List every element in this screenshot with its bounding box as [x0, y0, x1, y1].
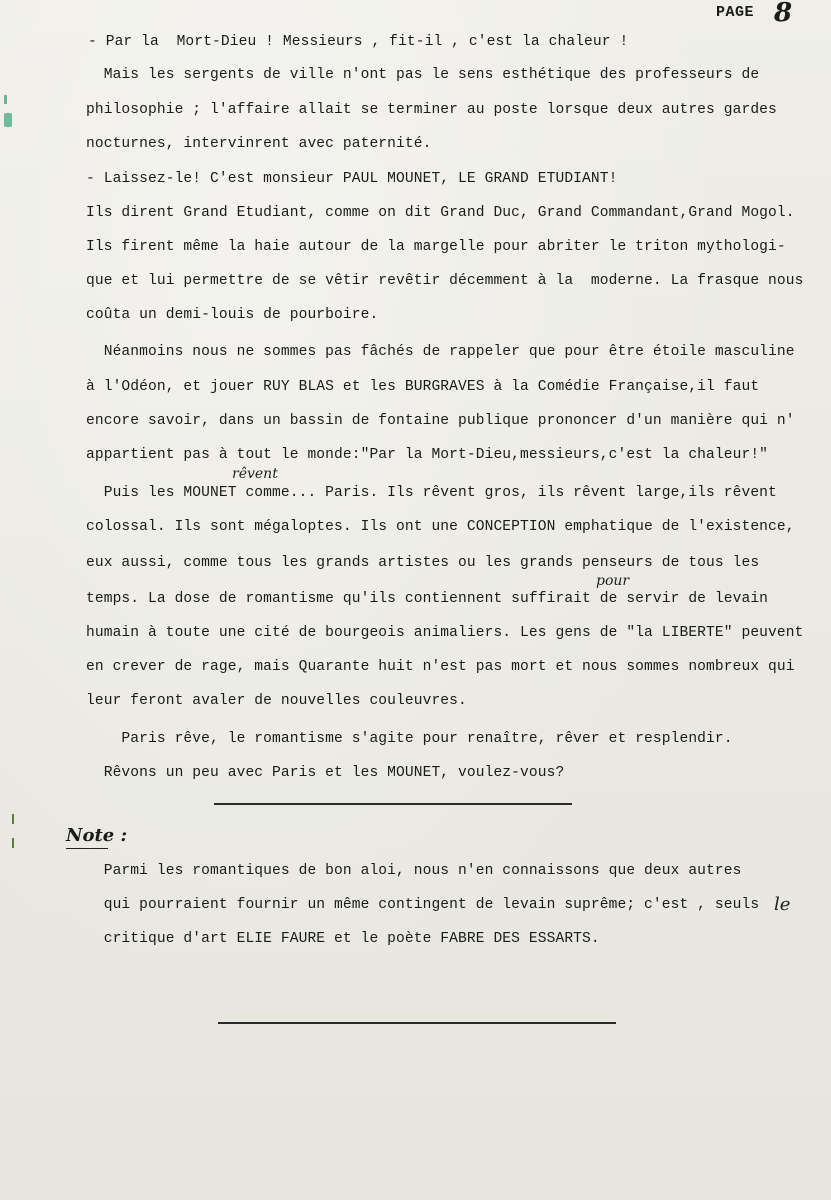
text-line: nocturnes, intervinrent avec paternité. [86, 136, 432, 152]
text-line: - Par la Mort-Dieu ! Messieurs , fit-il , c'est la chaleur ! [88, 34, 629, 50]
page-number: 8 [774, 0, 793, 28]
note-line: Parmi les romantiques de bon aloi, nous n'en connaissons que deux autres [86, 863, 742, 879]
margin-mark [4, 113, 12, 127]
separator-rule [218, 1022, 616, 1024]
text-line: en crever de rage, mais Quarante huit n'est pas mort et nous sommes nombreux qui [86, 659, 795, 675]
margin-mark [4, 95, 7, 104]
text-line: Paris rêve, le romantisme s'agite pour renaître, rêver et resplendir. [86, 731, 733, 747]
text-line: Ils firent même la haie autour de la margelle pour abriter le triton mythologi- [86, 239, 786, 255]
text-line: Puis les MOUNET comme... Paris. Ils rêvent gros, ils rêvent large,ils rêvent [86, 485, 777, 501]
text-line: Néanmoins nous ne sommes pas fâchés de rappeler que pour être étoile masculine [86, 344, 795, 360]
note-underline [66, 848, 108, 849]
text-line: Ils dirent Grand Etudiant, comme on dit Grand Duc, Grand Commandant,Grand Mogol. [86, 205, 795, 221]
text-line: eux aussi, comme tous les grands artistes ou les grands penseurs de tous les [86, 555, 760, 571]
text-line: humain à toute une cité de bourgeois animaliers. Les gens de "la LIBERTE" peuvent [86, 625, 804, 641]
text-line: Rêvons un peu avec Paris et les MOUNET, voulez-vous? [86, 765, 565, 781]
text-line: colossal. Ils sont mégaloptes. Ils ont une CONCEPTION emphatique de l'existence, [86, 519, 795, 535]
text-line: temps. La dose de romantisme qu'ils contiennent suffirait de servir de levain [86, 591, 769, 607]
text-line: leur feront avaler de nouvelles couleuvres. [86, 693, 467, 709]
text-line: encore savoir, dans un bassin de fontaine publique prononcer d'un manière qui n' [86, 413, 795, 429]
margin-mark [12, 838, 14, 848]
handwritten-insertion: pour [596, 573, 630, 589]
page-label: PAGE [716, 4, 755, 21]
note-line: critique d'art ELIE FAURE et le poète FABRE DES ESSARTS. [86, 931, 600, 947]
text-line: Mais les sergents de ville n'ont pas le sens esthétique des professeurs de [86, 67, 760, 83]
text-line: coûta un demi-louis de pourboire. [86, 307, 379, 323]
text-line: - Laissez-le! C'est monsieur PAUL MOUNET, LE GRAND ETUDIANT! [86, 171, 618, 187]
note-label: Note : [66, 825, 128, 846]
separator-rule [214, 803, 572, 805]
text-line: que et lui permettre de se vêtir revêtir décemment à la moderne. La frasque nous [86, 273, 804, 289]
text-line: appartient pas à tout le monde:"Par la Mort-Dieu,messieurs,c'est la chaleur!" [86, 447, 769, 463]
margin-mark [12, 814, 14, 824]
text-line: à l'Odéon, et jouer RUY BLAS et les BURGRAVES à la Comédie Française,il faut [86, 379, 760, 395]
text-line: philosophie ; l'affaire allait se terminer au poste lorsque deux autres gardes [86, 102, 777, 118]
handwritten-insertion: rêvent [232, 466, 278, 482]
handwritten-insertion: le [774, 894, 791, 915]
note-line: qui pourraient fournir un même contingent de levain suprême; c'est , seuls [86, 897, 760, 913]
